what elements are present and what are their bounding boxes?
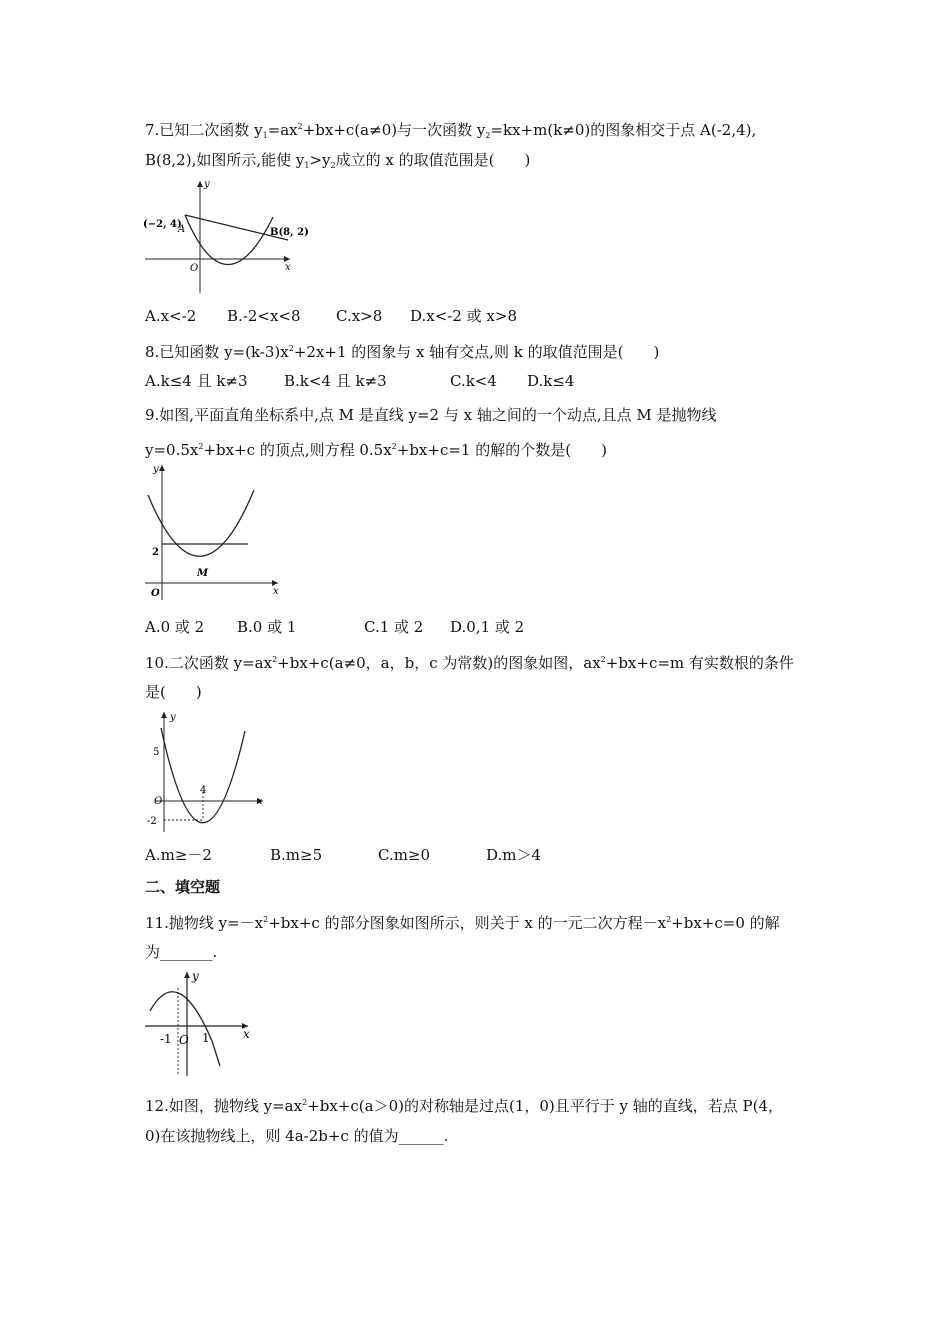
x-one-label: 1 bbox=[202, 1031, 210, 1045]
section-title: 二、填空题 bbox=[145, 878, 221, 896]
q7-line1: 7.已知二次函数 $y_1=ax^2+bx+c(a\ne 0)$与一次函数 $y_2=kx+m(k\ne 0)$的图象相交于点 A(-2,4), bbox=[145, 121, 757, 140]
y-two-label: 2 bbox=[152, 547, 159, 558]
y-axis-label: y bbox=[204, 179, 210, 190]
y-axis-label: y bbox=[153, 464, 159, 475]
q10-option-c[interactable]: C.m≥0 bbox=[378, 846, 431, 864]
q11-line1: 11.抛物线 $y=-x^2+bx+c$ 的部分图象如图所示，则关于 x 的一元二次方程$-x^2+bx+c=0$ 的解 bbox=[145, 914, 780, 932]
q10-options bbox=[145, 845, 541, 865]
q7-options bbox=[145, 306, 517, 326]
q10-line1: 10.二次函数 $y=ax^2+bx+c(a\ne 0$，a，b，c 为常数)的图象如图，$ax^2+bx+c=m$ 有实数根的条件 bbox=[145, 654, 794, 672]
q9-option-c[interactable]: C.1 或 2 bbox=[364, 618, 424, 636]
q9-option-d[interactable]: D.0,1 或 2 bbox=[450, 618, 525, 636]
y-five-label: 5 bbox=[153, 747, 160, 758]
y-axis-label: y bbox=[192, 969, 199, 983]
q8-option-b[interactable]: B.k<4 且 k≠3 bbox=[284, 372, 387, 390]
x-axis-label: x bbox=[273, 586, 279, 597]
q9-option-b[interactable]: B.0 或 1 bbox=[237, 618, 297, 636]
q12-line2: 0)在该抛物线上，则 4a-2b+c 的值为______. bbox=[145, 1127, 449, 1145]
q8-line: 8.已知函数 $y=(k-3)x^2+2x+1$ 的图象与 x 轴有交点,则 k 的取值范围是( ) bbox=[145, 343, 660, 361]
origin-label: O bbox=[179, 1033, 189, 1047]
origin-label: O bbox=[154, 796, 163, 807]
q10-figure bbox=[140, 706, 270, 836]
q10-option-b[interactable]: B.m≥5 bbox=[270, 846, 323, 864]
q9-figure bbox=[140, 460, 285, 605]
q9-line2: $y=0.5x^2+bx+c$ 的顶点,则方程 $0.5x^2+bx+c=1$ 的解的个数是( ) bbox=[145, 441, 607, 459]
q8-option-a[interactable]: A.k≤4 且 k≠3 bbox=[145, 372, 248, 390]
q7-figure bbox=[140, 175, 309, 297]
q7-option-b[interactable]: B.-2<x<8 bbox=[227, 307, 301, 325]
x-axis-label: x bbox=[257, 796, 263, 807]
x-axis-label: x bbox=[243, 1027, 250, 1041]
point-a-coord: (−2, 4) bbox=[143, 219, 182, 230]
point-a-label: A bbox=[178, 224, 186, 235]
x-axis-label: x bbox=[285, 262, 291, 273]
x-neg1-label: -1 bbox=[160, 1032, 172, 1046]
q7-line2: B(8,2),如图所示,能使 $y_1>y_2$成立的 x 的取值范围是( ) bbox=[145, 151, 531, 170]
point-b-label: B(8, 2) bbox=[270, 227, 309, 238]
q9-line1: 9.如图,平面直角坐标系中,点 M 是直线 y=2 与 x 轴之间的一个动点,且点 M 是抛物线 bbox=[145, 406, 717, 424]
q11-figure bbox=[140, 966, 260, 1078]
q10-option-a[interactable]: A.m≥－2 bbox=[145, 846, 212, 864]
q10-line2: 是( ) bbox=[145, 683, 202, 701]
q12-line1: 12.如图，抛物线 $y=ax^2+bx+c(a>0)$的对称轴是过点(1，0)且平行于 y 轴的直线，若点 P(4， bbox=[145, 1097, 784, 1115]
q11-line2: 为_______. bbox=[145, 943, 218, 961]
origin-label: O bbox=[151, 588, 160, 599]
q7-option-c[interactable]: C.x>8 bbox=[336, 307, 383, 325]
q9-option-a[interactable]: A.0 或 2 bbox=[145, 618, 205, 636]
q7-option-d[interactable]: D.x<-2 或 x>8 bbox=[410, 307, 518, 325]
vertex-m-label: M bbox=[197, 568, 209, 579]
q8-option-c[interactable]: C.k<4 bbox=[450, 372, 497, 390]
q8-options bbox=[145, 371, 574, 391]
origin-label: O bbox=[190, 263, 199, 274]
q10-option-d[interactable]: D.m＞4 bbox=[486, 846, 542, 864]
y-axis-label: y bbox=[170, 712, 176, 723]
q9-options bbox=[145, 617, 524, 637]
x-four-label: 4 bbox=[200, 785, 207, 796]
q8-option-d[interactable]: D.k≤4 bbox=[527, 372, 575, 390]
q7-option-a[interactable]: A.x<-2 bbox=[145, 307, 197, 325]
y-neg2-label: -2 bbox=[147, 816, 157, 827]
